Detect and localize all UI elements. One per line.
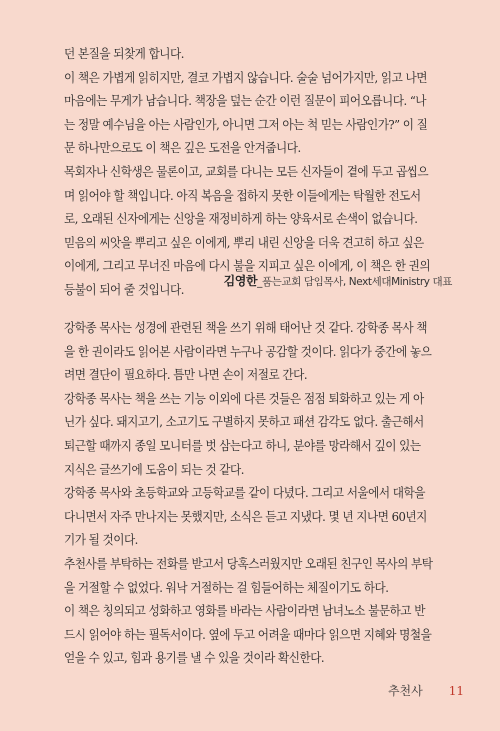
review-2-line: 드시 읽어야 하는 필독서이다. 옆에 두고 어려울 때마다 읽으면 지혜와 명철을 (64, 626, 432, 642)
review-2-line: 기가 될 것이다. (64, 532, 138, 548)
review-1-line: 이 책은 가볍게 읽히지만, 결코 가볍지 않습니다. 술술 넘어가지만, 읽고 나면 (64, 69, 427, 85)
reviewer-title: _품는교회 담임목사, Next세대Ministry 대표 (257, 276, 452, 288)
review-2-line: 강학종 목사는 책을 쓰는 기능 이외에 다른 것들은 점점 퇴화하고 있는 게 아 (64, 390, 424, 406)
review-1-line: 목회자나 신학생은 물론이고, 교회를 다니는 모든 신자들이 곁에 두고 곱씹으 (64, 164, 429, 179)
review-2-line: 강학종 목사는 성경에 관련된 책을 쓰기 위해 태어난 것 같다. 강학종 목사 책 (64, 320, 427, 335)
review-2-line: 얻을 수 있고, 힘과 용기를 낼 수 있을 것이라 확신한다. (64, 650, 325, 666)
review-1-line: 등불이 되어 줄 것입니다. (64, 282, 184, 297)
review-1-line: 며 읽어야 할 책입니다. 아직 복음을 접하지 못한 이들에게는 탁월한 전도서 (64, 187, 421, 203)
review-2-line: 을 거절할 수 없었다. 워낙 거절하는 걸 힘들어하는 체질이기도 하다. (64, 579, 389, 595)
review-2-line: 지식은 글쓰기에 도움이 되는 것 같다. (64, 461, 244, 477)
review-1-line: 던 본질을 되찾게 합니다. (64, 46, 184, 61)
review-2-line: 을 한 권이라도 읽어본 사람이라면 누구나 공감할 것이다. 읽다가 중간에 놓으 (64, 343, 432, 359)
page-footer (388, 682, 464, 699)
review-2-line: 강학종 목사와 초등학교와 고등학교를 같이 다녔다. 그리고 서울에서 대학을 (64, 485, 425, 501)
reviewer-name: 김영한 (223, 274, 258, 288)
review-1-line: 로, 오래된 신자에게는 신앙을 재정비하게 하는 양육서로 손색이 없습니다. (64, 211, 418, 227)
review-1-line: 믿음의 씨앗을 뿌리고 싶은 이에게, 뿌리 내린 신앙을 더욱 견고히 하고 싶은 (64, 234, 424, 250)
page-number: 11 (448, 684, 464, 698)
section-label: 추천사 (387, 684, 423, 698)
review-2-line: 추천사를 부탁하는 전화를 받고서 당혹스러웠지만 오래된 친구인 목사의 부탁 (64, 556, 433, 571)
review-1-line: 이에게, 그리고 무너진 마음에 다시 불을 지피고 싶은 이에게, 이 책은 한 권의 (64, 258, 431, 274)
review-2-line: 퇴근할 때까지 종일 모니터를 벗 삼는다고 하니, 분야를 망라해서 깊이 있는 (64, 438, 421, 453)
review-2-line: 닌가 싶다. 돼지고기, 소고기도 구별하지 못하고 패션 감각도 없다. 출근해서 (64, 414, 424, 430)
review-1-line: 는 정말 예수님을 아는 사람인가, 아니면 그저 아는 척 믿는 사람인가?” 이 질 (64, 116, 428, 132)
review-1-signature (224, 272, 452, 289)
review-1-line: 마음에는 무게가 남습니다. 책장을 덮는 순간 이런 질문이 피어오릅니다. “나 (64, 93, 427, 109)
review-2-line: 려면 결단이 필요하다. 틈만 나면 손이 저절로 간다. (64, 367, 308, 383)
review-1-line: 문 하나만으로도 이 책은 깊은 도전을 안겨줍니다. (64, 140, 301, 156)
review-2-line: 이 책은 칭의되고 성화하고 영화를 바라는 사람이라면 남녀노소 불문하고 반 (64, 603, 425, 619)
review-2-line: 다니면서 자주 만나지는 못했지만, 소식은 듣고 지냈다. 몇 년 지나면 60년지 (64, 508, 427, 524)
